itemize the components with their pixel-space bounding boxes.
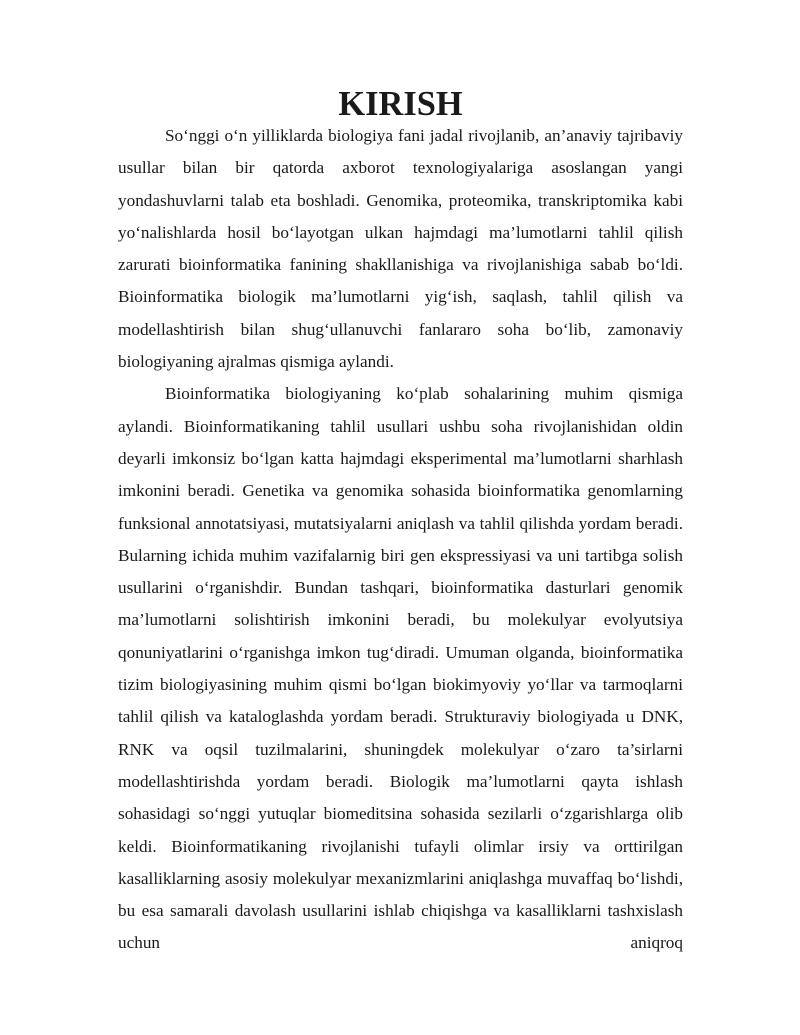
paragraph-body: Bioinformatika biologiyaning ko‘plab sohalarining muhim qismiga aylandi. Bioinformatikaning tahlil usullari ushbu soha rivojlanishidan oldin deyarli imkonsiz bo‘lgan katta hajmdagi eksperimental ma’lumotlarni sharhlash imkonini beradi. Genetika va genomika sohasida bioinformatika genomlarning funksional annotatsiyasi, mutatsiyalarni aniqlash va tahlil qilishda yordam beradi. Bularning ichida muhim vazifalarnig biri gen ekspressiyasi va uni tartibga solish usullarini o‘rganishdir. Bundan tashqari, bioinformatika dasturlari genomik ma’lumotlarni solishtirish imkonini beradi, bu molekulyar evolyutsiya qonuniyatlarini o‘rganishga imkon tug‘diradi. Umuman olganda, bioinformatika tizim biologiyasining muhim qismi bo‘lgan biokimyoviy yo‘llar va tarmoqlarni tahlil qilish va kataloglashda yordam beradi. Strukturaviy biologiyada u DNK, RNK va oqsil tuzilmalarini, shuningdek molekulyar o‘zaro ta’sirlarni modellashtirishda yordam beradi. Biologik ma’lumotlarni qayta ishlash sohasidagi so‘nggi yutuqlar biomeditsina sohasida sezilarli o‘zgarishlarga olib keldi. Bioinformatikaning rivojlanishi tufayli olimlar irsiy va orttirilgan kasalliklarning asosiy molekulyar mexanizmlarini aniqlashga muvaffaq bo‘lishdi, bu esa samarali davolash usullarini ishlab chiqishga va kasalliklarni tashxislash uchun aniqroq <box>118 384 683 953</box>
document-title: KIRISH <box>338 85 463 123</box>
paragraph-intro: So‘nggi o‘n yilliklarda biologiya fani jadal rivojlanib, an’anaviy tajribaviy usullar bilan bir qatorda axborot texnologiyalariga asoslangan yangi yondashuvlarni talab eta boshladi. Genomika, proteomika, transkriptomika kabi yo‘nalishlarda hosil bo‘layotgan ulkan hajmdagi ma’lumotlarni tahlil qilish zarurati bioinformatika fanining shakllanishiga va rivojlanishiga sabab bo‘ldi. Bioinformatika biologik ma’lumotlarni yig‘ish, saqlash, tahlil qilish va modellashtirish bilan shug‘ullanuvchi fanlararo soha bo‘lib, zamonaviy biologiyaning ajralmas qismiga aylandi. <box>118 126 683 372</box>
document-page <box>118 85 683 960</box>
